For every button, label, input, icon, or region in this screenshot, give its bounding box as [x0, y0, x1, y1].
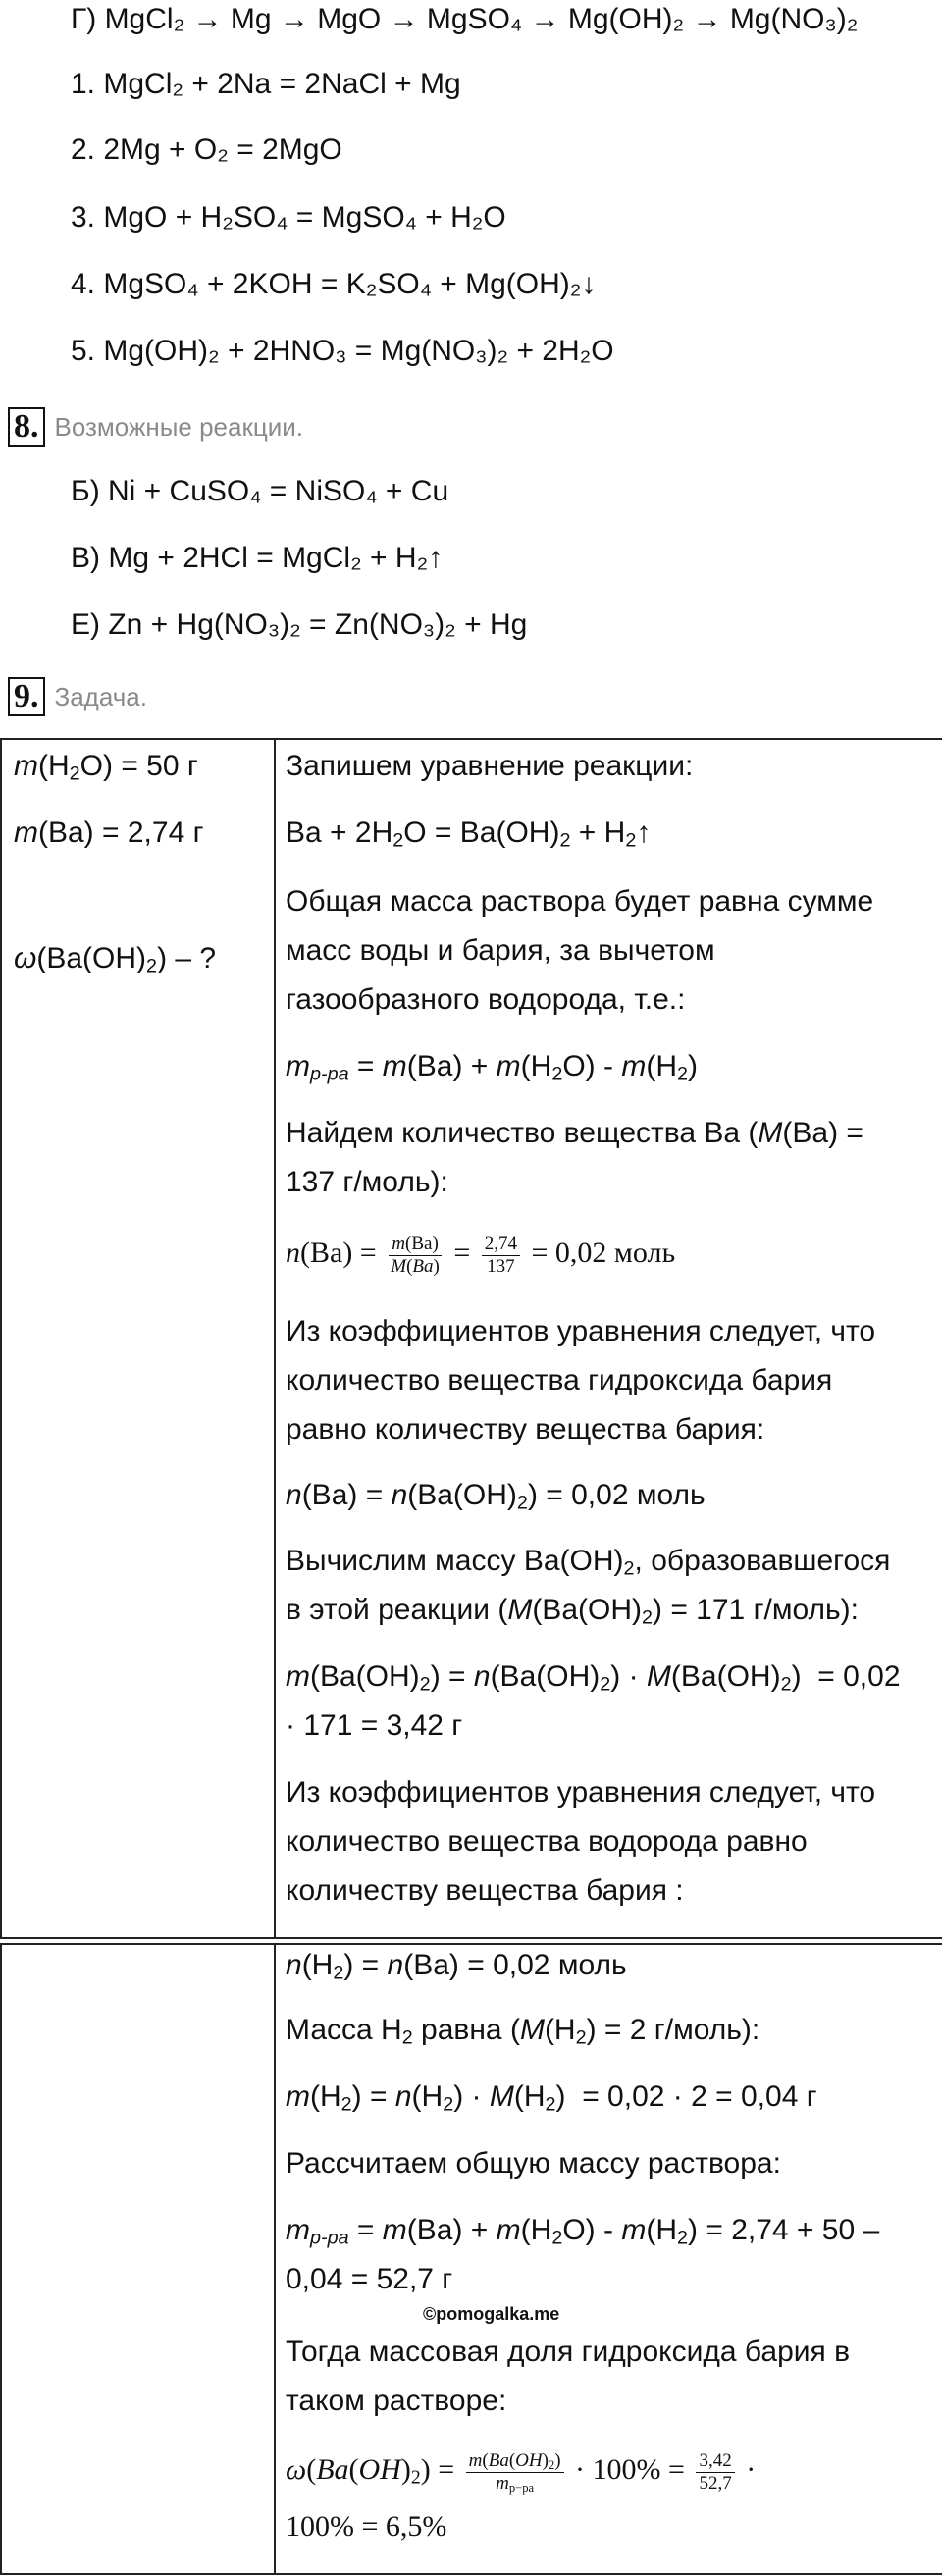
chain-equation-3: 3. MgO + H₂SO₄ = MgSO₄ + H₂O: [71, 201, 506, 234]
sol-line: Масса $H_2$ равна ($M(H_2) = 2$ г/моль):: [286, 2014, 760, 2049]
sol-line: 0,04 = 52,7 г: [286, 2263, 453, 2295]
given-unknown: $\omega(Ba(OH)_2)$ – ?: [14, 942, 217, 977]
sol-line: 137 г/моль):: [286, 1166, 448, 1198]
sol-line: количество вещества водорода равно: [286, 1825, 808, 1858]
task-table-part-2: [0, 1943, 942, 2575]
reaction-v: В) Mg + 2HCl = MgCl₂ + H₂↑: [71, 542, 444, 574]
chain-equation-2: 2. 2Mg + O₂ = 2MgO: [71, 133, 342, 166]
reaction-e: Е) Zn + Hg(NO₃)₂ = Zn(NO₃)₂ + Hg: [71, 608, 528, 641]
total-mass-formula: $m_{р-ра} = m(Ba) + m(H_2O) - m(H_2) = 2,74 + 50$ –: [286, 2214, 880, 2249]
section-9-title: Задача.: [54, 681, 147, 711]
solution-mass-formula: $m_{р-ра} = m(Ba) + m(H_2O) - m(H_2)$: [286, 1050, 699, 1085]
mass-fraction-formula: $\omega(Ba(OH)_2)$ = $\frac{m(Ba(OH)_2)}{m_{р-ра}}$ · 100% = $\frac{3,42}{52,7}$ ·: [286, 2449, 757, 2495]
chain-equation-5: 5. Mg(OH)₂ + 2HNO₃ = Mg(NO₃)₂ + 2H₂O: [71, 335, 614, 367]
sol-line: масс воды и бария, за вычетом: [286, 934, 715, 967]
solution-cell-1: [275, 739, 942, 1938]
sol-line: таком растворе:: [286, 2385, 507, 2417]
sol-line: Рассчитаем общую массу раствора:: [286, 2147, 781, 2180]
reaction-b: Б) Ni + CuSO₄ = NiSO₄ + Cu: [71, 475, 449, 507]
given-cell-empty: [1, 1944, 275, 2574]
given-water-mass: $m(H_2O) = 50$ г: [14, 750, 198, 785]
sol-line: в этой реакции ($M(Ba(OH)_2) = 171$ г/моль):: [286, 1594, 859, 1629]
moles-equality: $n(Ba) = n(Ba(OH)_2) = 0,02$ моль: [286, 1479, 706, 1514]
chain-header: Г) MgCl₂ → Mg → MgO → MgSO₄ → Mg(OH)₂ → Mg(NO₃)₂: [71, 3, 859, 35]
moles-h2-equality: $n(H_2) = n(Ba) = 0,02$ моль: [286, 1949, 627, 1984]
section-8-title: Возможные реакции.: [54, 411, 304, 442]
solution-cell-2: [275, 1944, 942, 2574]
section-8-number: 8.: [8, 407, 45, 447]
hydroxide-mass-formula: $m(Ba(OH)_2) = n(Ba(OH)_2) \cdot M(Ba(OH)_2) = 0,02$: [286, 1660, 901, 1696]
sol-line: Из коэффициентов уравнения следует, что: [286, 1776, 876, 1809]
h2-mass-formula: $m(H_2) = n(H_2) \cdot M(H_2) = 0,02 \cdot 2 = 0,04$ г: [286, 2080, 817, 2116]
watermark: ©pomogalka.me: [423, 2304, 560, 2324]
section-9-heading: [8, 677, 147, 716]
section-8-heading: [8, 407, 303, 447]
sol-line: · 171 = 3,42 г: [286, 1709, 463, 1742]
sol-line: Найдем количество вещества Ba (M(Ba) =: [286, 1117, 864, 1149]
sol-line: Запишем уравнение реакции:: [286, 750, 694, 782]
given-barium-mass: m(Ba) = 2,74 г: [14, 816, 204, 849]
chain-equation-4: 4. MgSO₄ + 2KOH = K₂SO₄ + Mg(OH)₂↓: [71, 268, 597, 300]
sol-line: Из коэффициентов уравнения следует, что: [286, 1315, 876, 1347]
sol-line: газообразного водорода, т.е.:: [286, 983, 686, 1016]
section-9-number: 9.: [8, 677, 45, 716]
chain-equation-1: 1. MgCl₂ + 2Na = 2NaCl + Mg: [71, 68, 461, 100]
moles-ba-formula: n(Ba) = $\frac{m(Ba)}{M(Ba)}$ = $\frac{2,74}{137}$ = 0,02 моль: [286, 1233, 676, 1277]
sol-line: количеству вещества бария :: [286, 1874, 684, 1907]
sol-line: Вычислим массу $Ba(OH)_2$, образовавшегося: [286, 1545, 891, 1580]
reaction-equation: $Ba + 2H_2O = Ba(OH)_2$ + $H_2↑$: [286, 816, 652, 852]
sol-line: Общая масса раствора будет равна сумме: [286, 885, 874, 918]
sol-line: равно количеству вещества бария:: [286, 1413, 765, 1446]
task-table-part-1: [0, 738, 942, 1939]
sol-line: Тогда массовая доля гидроксида бария в: [286, 2336, 851, 2368]
given-cell: [1, 739, 275, 1938]
sol-line: количество вещества гидроксида бария: [286, 1364, 833, 1396]
sol-line: 100% = 6,5%: [286, 2510, 447, 2543]
